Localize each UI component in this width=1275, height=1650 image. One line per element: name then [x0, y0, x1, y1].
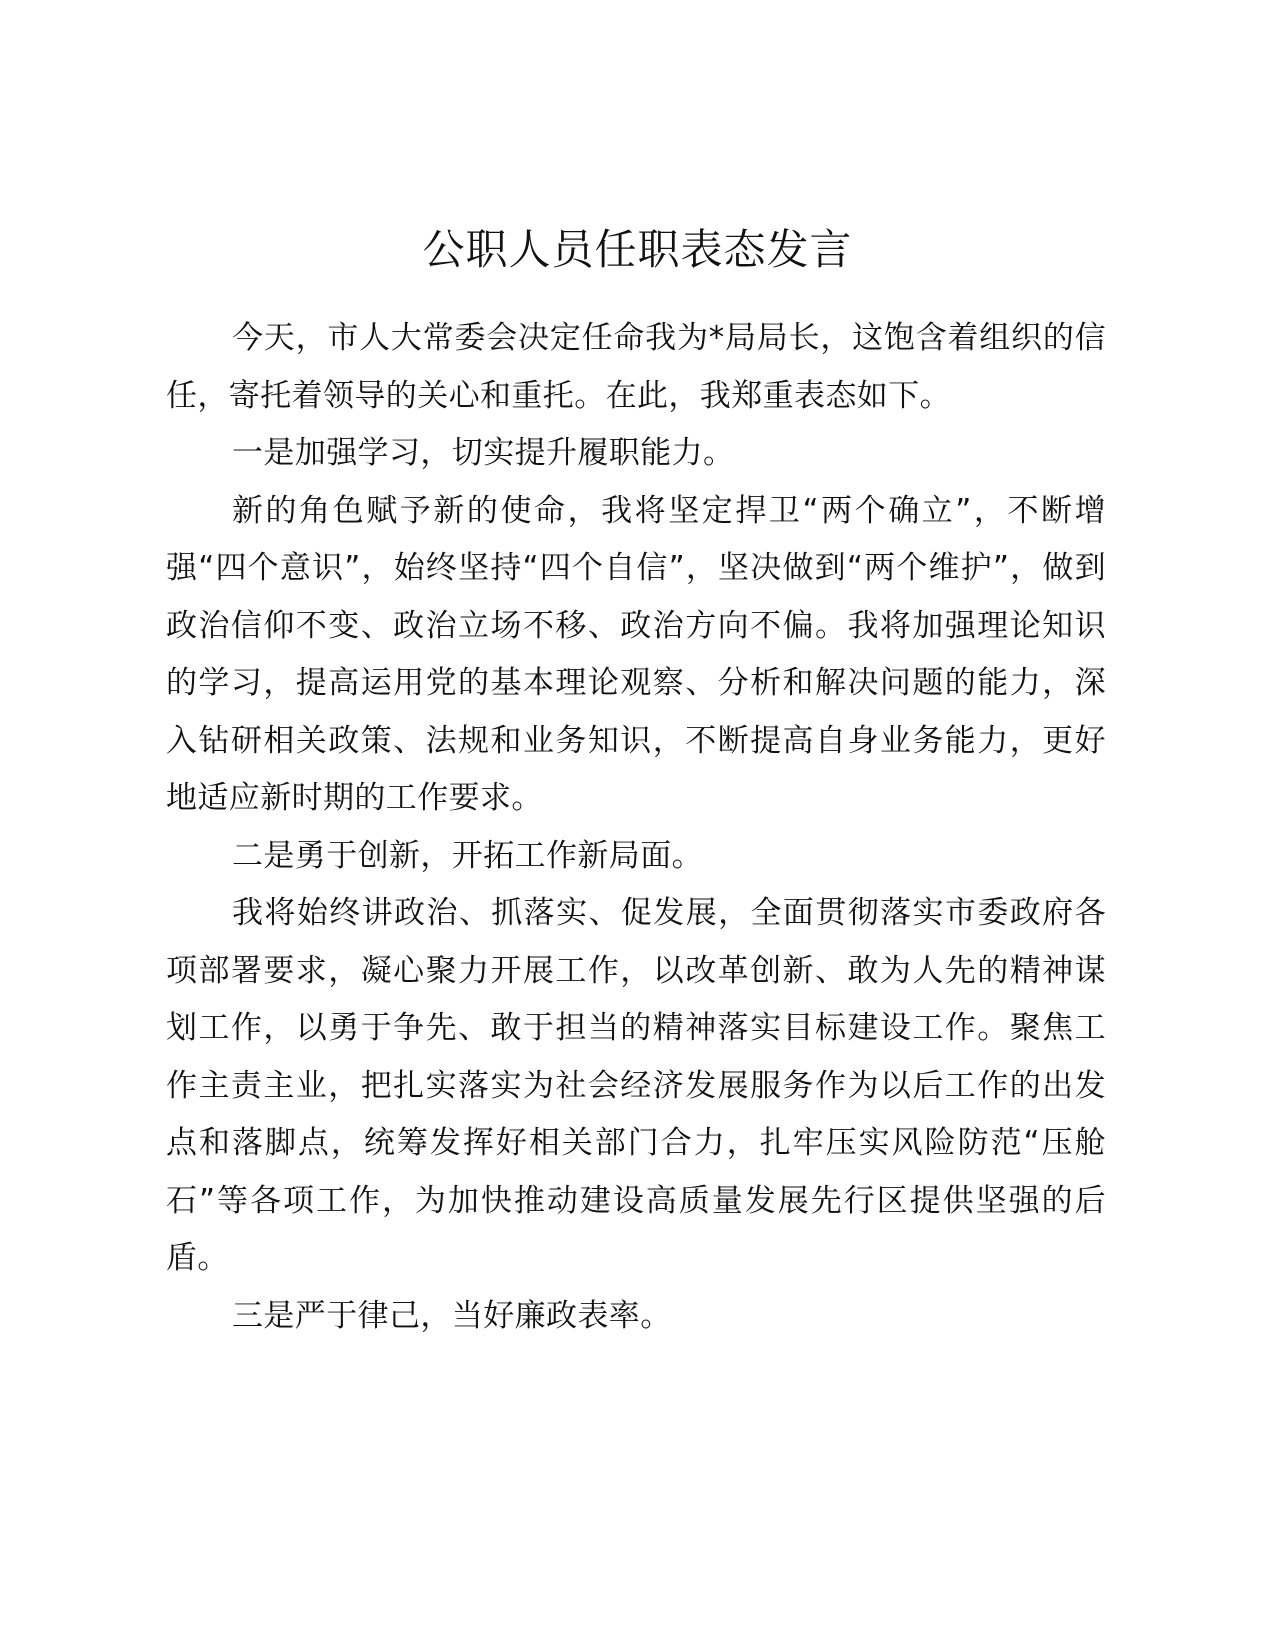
paragraph-heading-2: 二是勇于创新，开拓工作新局面。 [232, 837, 703, 874]
paragraph-heading-3: 三是严于律己，当好廉政表率。 [232, 1297, 672, 1334]
document-body [166, 310, 1106, 1345]
paragraph-learning: 新的角色赋予新的使命，我将坚定捍卫“两个确立”，不断增强“四个意识”，始终坚持“四个自信”，坚决做到“两个维护”，做到政治信仰不变、政治立场不移、政治方向不偏。我将加强理论知识的学习，提高运用党的基本理论观察、分析和解决问题的能力，深入钻研相关政策、法规和业务知识，不断提高自身业务能力，更好地适应新时期的工作要求。 [166, 492, 1106, 816]
paragraph-innovation: 我将始终讲政治、抓落实、促发展，全面贯彻落实市委政府各项部署要求，凝心聚力开展工作，以改革创新、敢为人先的精神谋划工作，以勇于争先、敢于担当的精神落实目标建设工作。聚焦工作主责主业，把扎实落实为社会经济发展服务作为以后工作的出发点和落脚点，统筹发挥好相关部门合力，扎牢压实风险防范“压舱石”等各项工作，为加快推动建设高质量发展先行区提供坚强的后盾。 [166, 895, 1106, 1276]
paragraph-intro: 今天，市人大常委会决定任命我为*局局长，这饱含着组织的信任，寄托着领导的关心和重托。在此，我郑重表态如下。 [166, 320, 1106, 414]
paragraph-heading-1: 一是加强学习，切实提升履职能力。 [232, 435, 735, 471]
document-title: 公职人员任职表态发言 [422, 225, 853, 274]
